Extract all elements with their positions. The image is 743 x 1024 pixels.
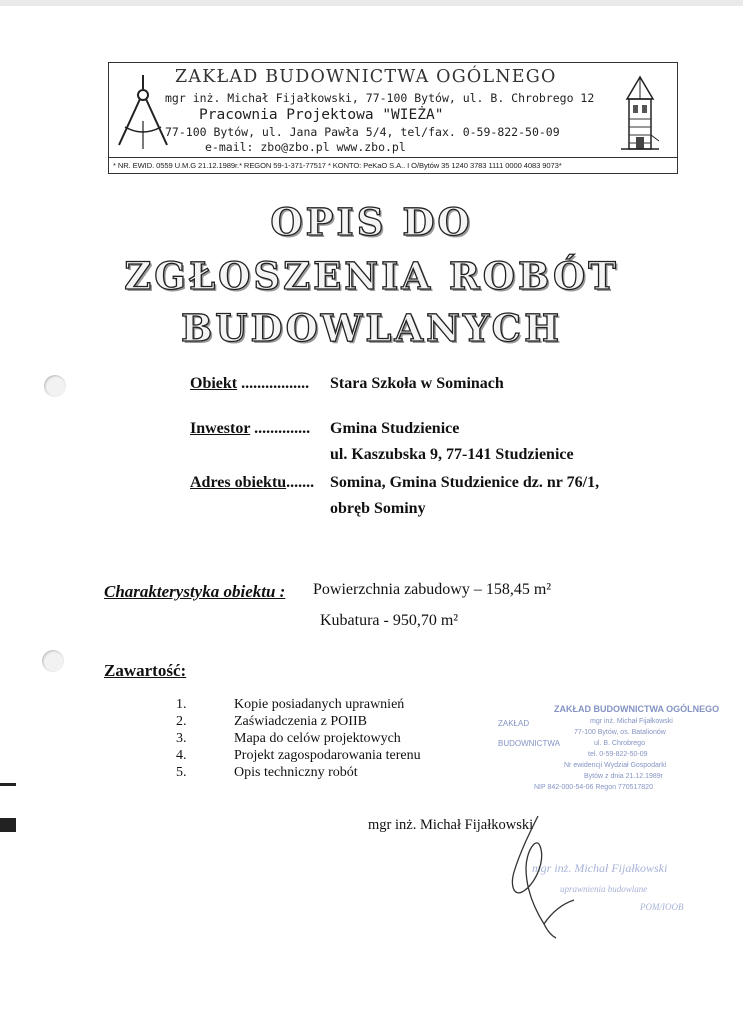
svg-text:mgr inż. Michał Fijałkowski: mgr inż. Michał Fijałkowski bbox=[590, 718, 673, 725]
object-value: Stara Szkoła w Sominach bbox=[330, 375, 504, 392]
address-value1: Somina, Gmina Studzienice dz. nr 76/1, bbox=[330, 474, 600, 491]
address-label-row bbox=[190, 474, 314, 492]
svg-text:Bytów z dnia 21.12.1989r: Bytów z dnia 21.12.1989r bbox=[584, 773, 663, 780]
tower-logo-icon bbox=[619, 77, 661, 153]
building-area: Powierzchnia zabudowy – 158,45 m² bbox=[313, 581, 552, 598]
address-value2: obręb Sominy bbox=[330, 500, 426, 517]
signature-icon bbox=[500, 812, 580, 942]
punch-hole-bottom bbox=[42, 650, 64, 672]
list-item-text: Opis techniczny robót bbox=[234, 765, 358, 780]
svg-text:uprawnienia budowlane: uprawnienia budowlane bbox=[560, 884, 648, 894]
investor-label-row bbox=[190, 420, 310, 438]
investor-address: ul. Kaszubska 9, 77-141 Studzienice bbox=[330, 446, 574, 463]
contact-line: e-mail: zbo@zbo.pl www.zbo.pl bbox=[205, 140, 406, 154]
list-item bbox=[176, 731, 421, 748]
document-title-line1: OPIS DO bbox=[270, 200, 473, 244]
list-item-text: Projekt zagospodarowania terenu bbox=[234, 748, 421, 763]
list-item bbox=[176, 714, 421, 731]
building-volume: Kubatura - 950,70 m² bbox=[320, 612, 459, 629]
author-name: mgr inż. Michał Fijałkowski bbox=[368, 817, 534, 833]
list-item-number: 4. bbox=[176, 748, 187, 763]
investor-name: Gmina Studzienice bbox=[330, 420, 460, 437]
owner-line: mgr inż. Michał Fijałkowski, 77-100 Bytów, ul. B. Chrobrego 12 bbox=[165, 91, 595, 105]
svg-text:Nr ewidencji Wydział Gospodark: Nr ewidencji Wydział Gospodarki bbox=[564, 762, 667, 769]
list-item-number: 5. bbox=[176, 765, 187, 780]
contents-list bbox=[176, 697, 421, 782]
punch-hole-top bbox=[44, 375, 66, 397]
studio-line: Pracownia Projektowa "WIEŻA" bbox=[199, 107, 444, 123]
object-label: Obiekt bbox=[190, 375, 238, 392]
svg-text:ZAKŁAD: ZAKŁAD bbox=[498, 719, 530, 728]
svg-text:POM/IOOB: POM/IOOB bbox=[640, 902, 684, 912]
compass-logo-icon bbox=[117, 75, 169, 151]
svg-text:ZAKŁAD BUDOWNICTWA OGÓLNEGO: ZAKŁAD BUDOWNICTWA OGÓLNEGO bbox=[554, 704, 720, 714]
list-item-text: Zaświadczenia z POIIB bbox=[234, 714, 367, 729]
company-stamp bbox=[494, 696, 720, 796]
document-title-line2: ZGŁOSZENIA ROBÓT bbox=[124, 254, 619, 298]
company-name: ZAKŁAD BUDOWNICTWA OGÓLNEGO bbox=[175, 67, 557, 87]
object-label-row bbox=[190, 375, 309, 393]
object-dots: ................. bbox=[237, 375, 310, 392]
list-item-number: 3. bbox=[176, 731, 187, 746]
letterhead-box bbox=[108, 62, 678, 174]
svg-text:ul. B. Chrobrego: ul. B. Chrobrego bbox=[594, 740, 645, 747]
investor-dots: .............. bbox=[250, 420, 311, 437]
address-label: Adres obiektu bbox=[190, 474, 287, 491]
edge-mark-1 bbox=[0, 783, 16, 786]
characteristics-label: Charakterystyka obiektu : bbox=[104, 582, 286, 601]
investor-label: Inwestor bbox=[190, 420, 251, 437]
svg-text:NIP 842-000-54-06 Regon 770517: NIP 842-000-54-06 Regon 770517820 bbox=[534, 784, 653, 791]
list-item bbox=[176, 765, 421, 782]
list-item-text: Kopie posiadanych uprawnień bbox=[234, 697, 405, 712]
contents-label: Zawartość: bbox=[104, 661, 187, 680]
list-item-text: Mapa do celów projektowych bbox=[234, 731, 401, 746]
svg-text:BUDOWNICTWA: BUDOWNICTWA bbox=[498, 739, 560, 748]
edge-mark-2 bbox=[0, 818, 16, 832]
list-item bbox=[176, 748, 421, 765]
list-item-number: 1. bbox=[176, 697, 187, 712]
address-dots: ....... bbox=[286, 474, 315, 491]
list-item bbox=[176, 697, 421, 714]
letterhead-divider bbox=[109, 157, 677, 158]
page-top-edge bbox=[0, 0, 743, 6]
address-line: 77-100 Bytów, ul. Jana Pawła 5/4, tel/fax. 0-59-822-50-09 bbox=[165, 125, 560, 139]
list-item-number: 2. bbox=[176, 714, 187, 729]
svg-text:77-100 Bytów, os. Batalionów: 77-100 Bytów, os. Batalionów bbox=[574, 729, 666, 736]
svg-text:mgr inż. Michał Fijałkowski: mgr inż. Michał Fijałkowski bbox=[532, 861, 668, 875]
registry-line: * NR. EWID. 0559 U.M.G 21.12.1989r.* REGON 59-1-371-77517 * KONTO: PeKaO S.A.. I O/Bytów 35 1240 3783 1111 0000 4083 9073* bbox=[113, 161, 562, 170]
document-title-line3: BUDOWLANYCH bbox=[180, 306, 563, 350]
svg-text:tel. 0-59-822-50-09: tel. 0-59-822-50-09 bbox=[588, 751, 648, 758]
